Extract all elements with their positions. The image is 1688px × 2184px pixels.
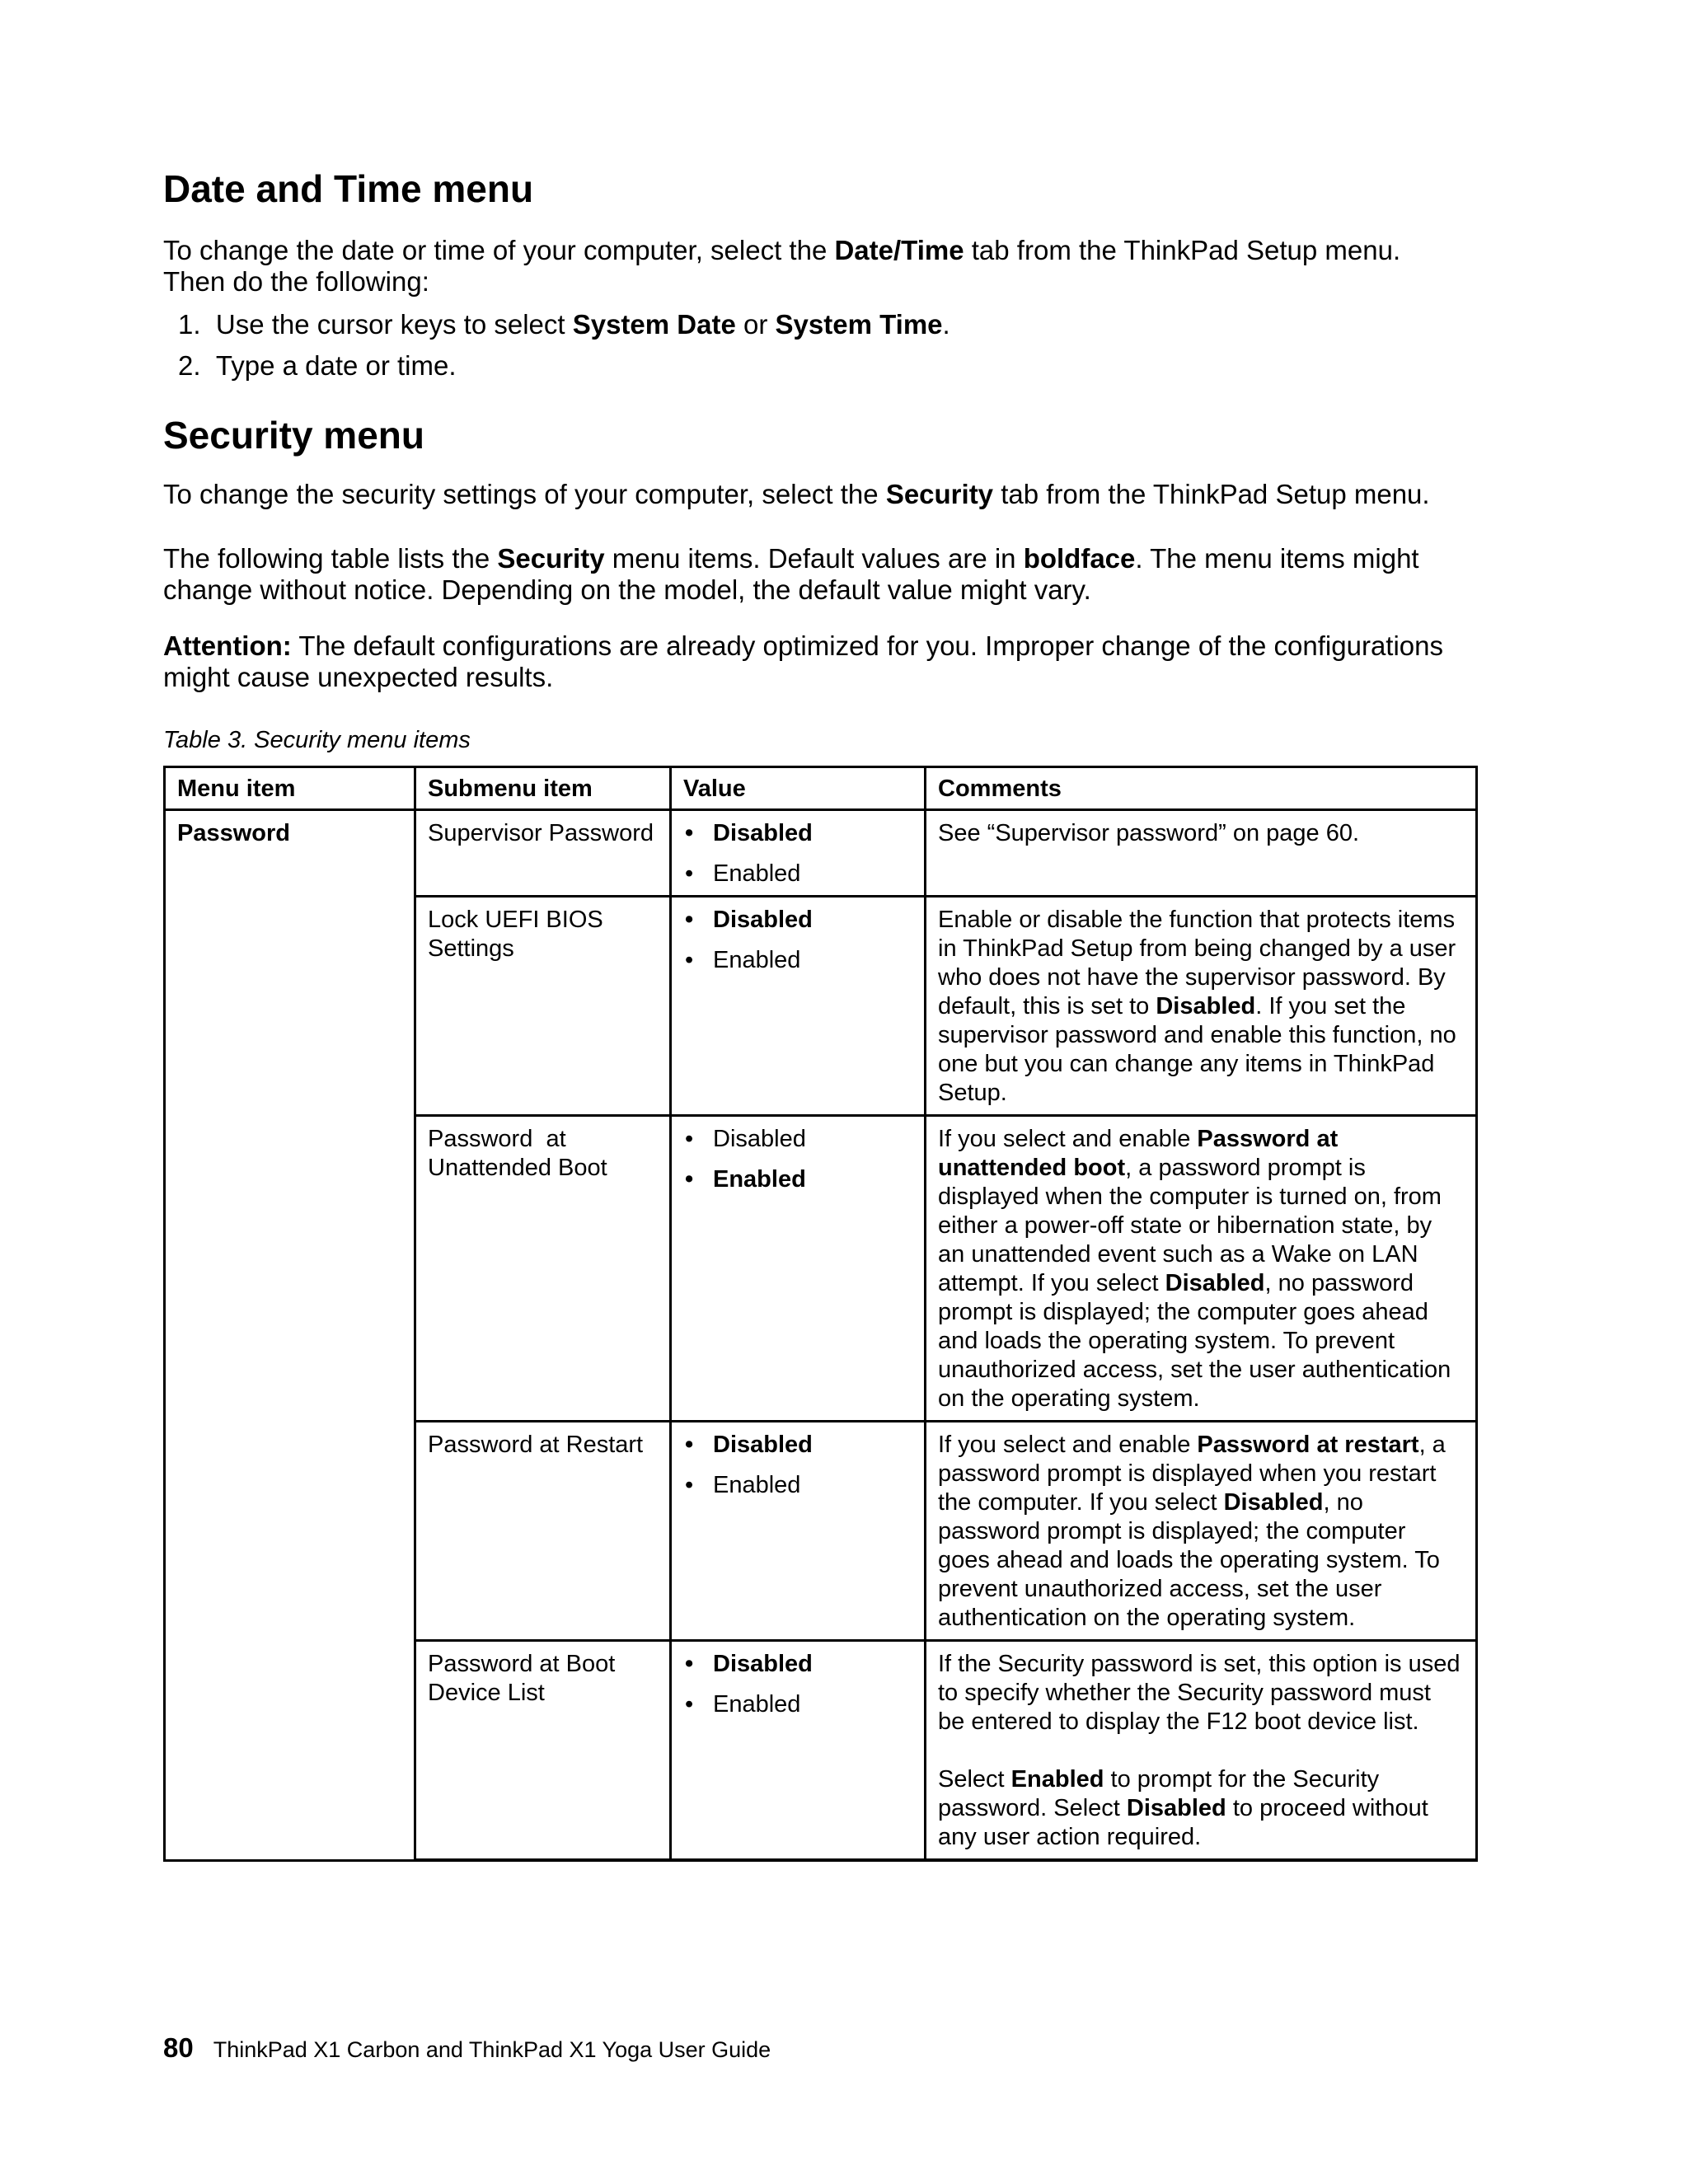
- step-2: 2. Type a date or time.: [178, 349, 457, 381]
- security-menu-table: [163, 766, 1478, 1862]
- value-cell: [671, 810, 926, 897]
- value-option: • Disabled: [683, 1125, 912, 1154]
- page-footer: [163, 2034, 771, 2064]
- security-intro: To change the security settings of your computer, select the Security tab from the ThinkPad Setup menu.: [163, 479, 1430, 510]
- page-content: [163, 165, 1475, 1862]
- table-header-row: [165, 767, 1477, 810]
- date-time-intro: [163, 235, 1475, 298]
- intro-text-2: tab from the ThinkPad Setup menu.: [964, 234, 1401, 265]
- value-option: • Disabled: [683, 1431, 912, 1460]
- comment-paragraph: If the Security password is set, this option is used to specify whether the Security password must be entered to display the F12 boot device list.: [938, 1651, 1461, 1736]
- submenu-cell: Password at Boot Device List: [415, 1641, 671, 1861]
- value-cell: [671, 1641, 926, 1861]
- submenu-cell: Password at Restart: [415, 1422, 671, 1641]
- date-time-steps: [163, 309, 1475, 382]
- submenu-cell: Lock UEFI BIOS Settings: [415, 897, 671, 1116]
- value-cell: [671, 1422, 926, 1641]
- header-menu-item: Menu item: [165, 767, 415, 810]
- page-number: 80: [163, 2032, 194, 2063]
- security-heading: Security menu: [163, 413, 424, 457]
- menu-item-password: Password: [165, 810, 415, 1861]
- date-time-heading: Date and Time menu: [163, 167, 534, 210]
- header-value: Value: [671, 767, 926, 810]
- footer-title: ThinkPad X1 Carbon and ThinkPad X1 Yoga User Guide: [213, 2037, 771, 2062]
- value-option: • Enabled: [683, 1165, 912, 1194]
- value-option: • Enabled: [683, 1471, 912, 1500]
- value-cell: [671, 1116, 926, 1422]
- header-submenu-item: Submenu item: [415, 767, 671, 810]
- table-row: [165, 810, 1477, 897]
- value-option: • Disabled: [683, 819, 912, 848]
- comment-cell: Enable or disable the function that protects items in ThinkPad Setup from being changed by a user who does not have the supervisor password. By default, this is set to Disabled. If you set the supervisor password and enable this function, no one but you can change any items in ThinkPad Setup.: [926, 897, 1477, 1116]
- comment-cell: If you select and enable Password at unattended boot, a password prompt is displayed when the computer is turned on, from either a power-off state or hibernation state, by an unattended event such as a Wake on LAN attempt. If you select Disabled, no password prompt is displayed; the computer goes ahead and loads the operating system. To prevent unauthorized access, set the user authentication on the operating system.: [926, 1116, 1477, 1422]
- value-option: • Enabled: [683, 946, 912, 975]
- value-option: • Enabled: [683, 1690, 912, 1719]
- comment-cell: If you select and enable Password at restart, a password prompt is displayed when you restart the computer. If you select Disabled, no password prompt is displayed; the computer goes ahead and loads the operating system. To prevent unauthorized access, set the user authentication on the operating system.: [926, 1422, 1477, 1641]
- security-table-description: The following table lists the Security menu items. Default values are in boldface. The menu items might change without notice. Depending on the model, the default value might vary.: [163, 543, 1419, 606]
- value-cell: [671, 897, 926, 1116]
- comment-cell: [926, 1641, 1477, 1861]
- comment-paragraph: Select Enabled to prompt for the Security password. Select Disabled to proceed without any user action required.: [938, 1766, 1428, 1851]
- step-1: 1. Use the cursor keys to select System Date or System Time.: [178, 308, 950, 340]
- submenu-cell: Supervisor Password: [415, 810, 671, 897]
- intro-text-3: Then do the following:: [163, 265, 429, 297]
- value-option: • Disabled: [683, 906, 912, 935]
- comment-cell: See “Supervisor password” on page 60.: [926, 810, 1477, 897]
- submenu-cell: Password at Unattended Boot: [415, 1116, 671, 1422]
- intro-bold: Date/Time: [834, 234, 964, 265]
- value-option: • Disabled: [683, 1650, 912, 1679]
- table-caption: Table 3. Security menu items: [163, 727, 471, 754]
- value-option: • Enabled: [683, 860, 912, 888]
- header-comments: Comments: [926, 767, 1477, 810]
- intro-text: To change the date or time of your computer, select the: [163, 234, 835, 265]
- attention-note: Attention: The default configurations are already optimized for you. Improper change of the configurations might cause unexpected results.: [163, 630, 1444, 693]
